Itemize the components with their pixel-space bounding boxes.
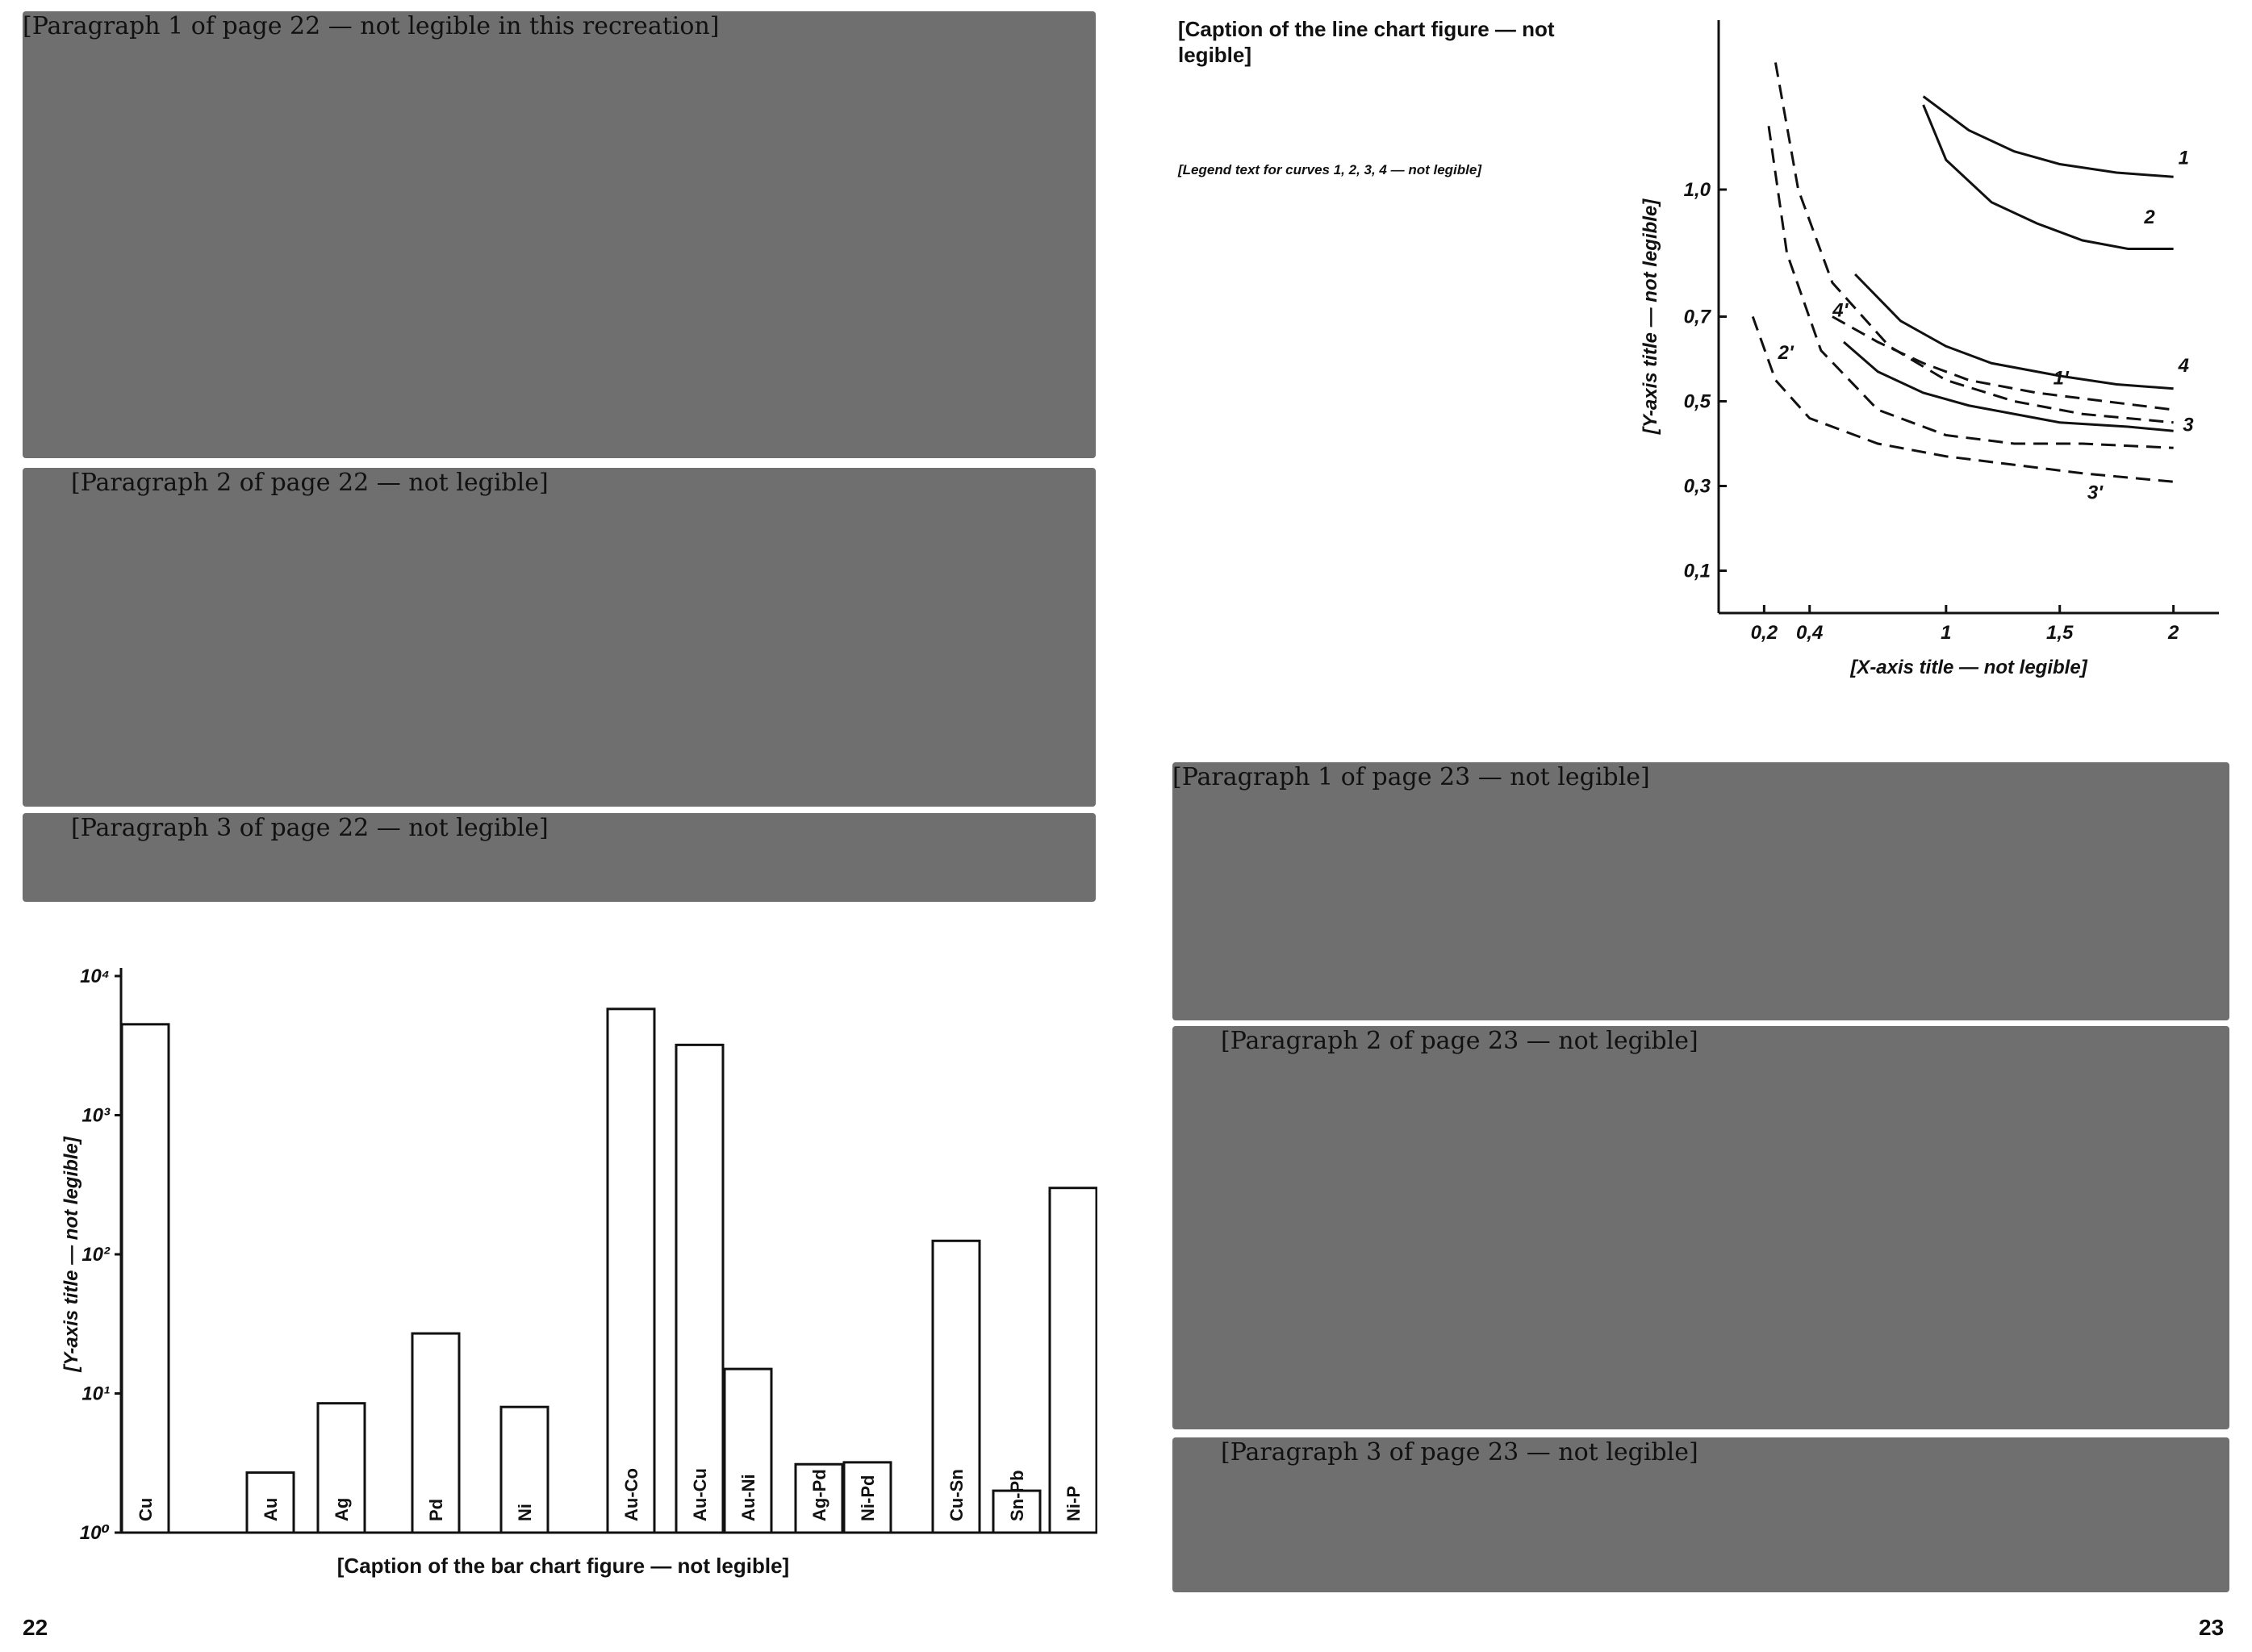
bar-label: Ni-Pd [858, 1475, 878, 1521]
bar-label: Au-Ni [738, 1474, 758, 1521]
series-label: 1' [2053, 367, 2069, 390]
body-paragraph: [Paragraph 2 of page 22 — not legible] [71, 469, 549, 497]
y-tick-label: 10⁰ [79, 1522, 110, 1544]
bar-label: Ag [332, 1497, 352, 1521]
series-line [1924, 105, 2174, 249]
y-tick-label: 10¹ [81, 1383, 110, 1405]
series-line [1769, 126, 2174, 448]
figure-caption: [Caption of the bar chart figure — not legible] [336, 1554, 790, 1578]
y-tick-label: 1,0 [1683, 179, 1711, 201]
bar-label: Au-Co [621, 1468, 641, 1521]
x-tick-label: 0,4 [1796, 622, 1824, 644]
y-tick-label: 10³ [81, 1104, 110, 1127]
series-line [1753, 317, 2173, 482]
bar [122, 1024, 169, 1533]
bar [676, 1045, 723, 1533]
page-number: 23 [2199, 1615, 2225, 1640]
y-tick-label: 10² [81, 1244, 110, 1266]
bar-label: Ni-P [1063, 1486, 1084, 1521]
series-label: 2 [2144, 206, 2155, 228]
right-page [1126, 0, 2252, 1652]
bar-label: Ni [515, 1504, 535, 1521]
x-axis-title: [X-axis title — not legible] [1850, 657, 2087, 678]
y-tick-label: 0,5 [1683, 390, 1711, 413]
x-tick-label: 1 [1941, 622, 1952, 644]
bar-chart-figure [56, 960, 1097, 1557]
y-axis-title: [Y-axis title — not legible] [1640, 198, 1661, 435]
series-label: 1 [2178, 147, 2189, 169]
body-paragraph: [Paragraph 1 of page 23 — not legible] [1172, 763, 1650, 791]
bar-chart [56, 960, 1097, 1557]
y-tick-label: 0,1 [1683, 560, 1711, 582]
bar [1050, 1188, 1097, 1533]
bar-label: Au-Cu [690, 1468, 710, 1521]
bar-label: Pd [426, 1498, 446, 1521]
bar-label: Sn-Pb [1007, 1470, 1027, 1521]
figure-caption: [Caption of the line chart figure — not legible] [1178, 17, 1555, 67]
bar-label: Cu [136, 1497, 156, 1521]
y-tick-label: 0,3 [1683, 475, 1711, 498]
body-paragraph: [Paragraph 1 of page 22 — not legible in this recreation] [23, 12, 720, 40]
bar-label: Cu-Sn [946, 1469, 967, 1521]
y-tick-label: 10⁴ [80, 966, 110, 987]
line-chart [1626, 8, 2247, 726]
body-paragraph: [Paragraph 2 of page 23 — not legible] [1221, 1027, 1698, 1055]
series-line [1775, 63, 2173, 423]
series-label: 2' [1778, 342, 1794, 364]
figure-legend: [Legend text for curves 1, 2, 3, 4 — not legible] [1178, 162, 1481, 177]
bar-label: Ag-Pd [809, 1469, 829, 1521]
series-label: 3 [2183, 414, 2194, 436]
series-label: 4 [2178, 354, 2189, 377]
y-tick-label: 0,7 [1683, 306, 1711, 328]
body-paragraph: [Paragraph 3 of page 22 — not legible] [71, 814, 549, 842]
line-chart-figure [1626, 8, 2247, 726]
bar-label: Au [261, 1497, 281, 1521]
series-label: 4' [1832, 299, 1849, 322]
x-tick-label: 0,2 [1750, 622, 1778, 644]
series-line [1924, 97, 2174, 177]
series-line [1832, 317, 2174, 411]
page-number: 22 [23, 1615, 48, 1640]
bar [608, 1009, 654, 1533]
series-line [1855, 274, 2174, 389]
body-paragraph: [Paragraph 3 of page 23 — not legible] [1221, 1438, 1698, 1466]
series-label: 3' [2087, 482, 2103, 504]
x-tick-label: 1,5 [2046, 622, 2074, 644]
y-axis-title: [Y-axis title — not legible] [61, 1137, 82, 1372]
x-tick-label: 2 [2167, 622, 2179, 644]
